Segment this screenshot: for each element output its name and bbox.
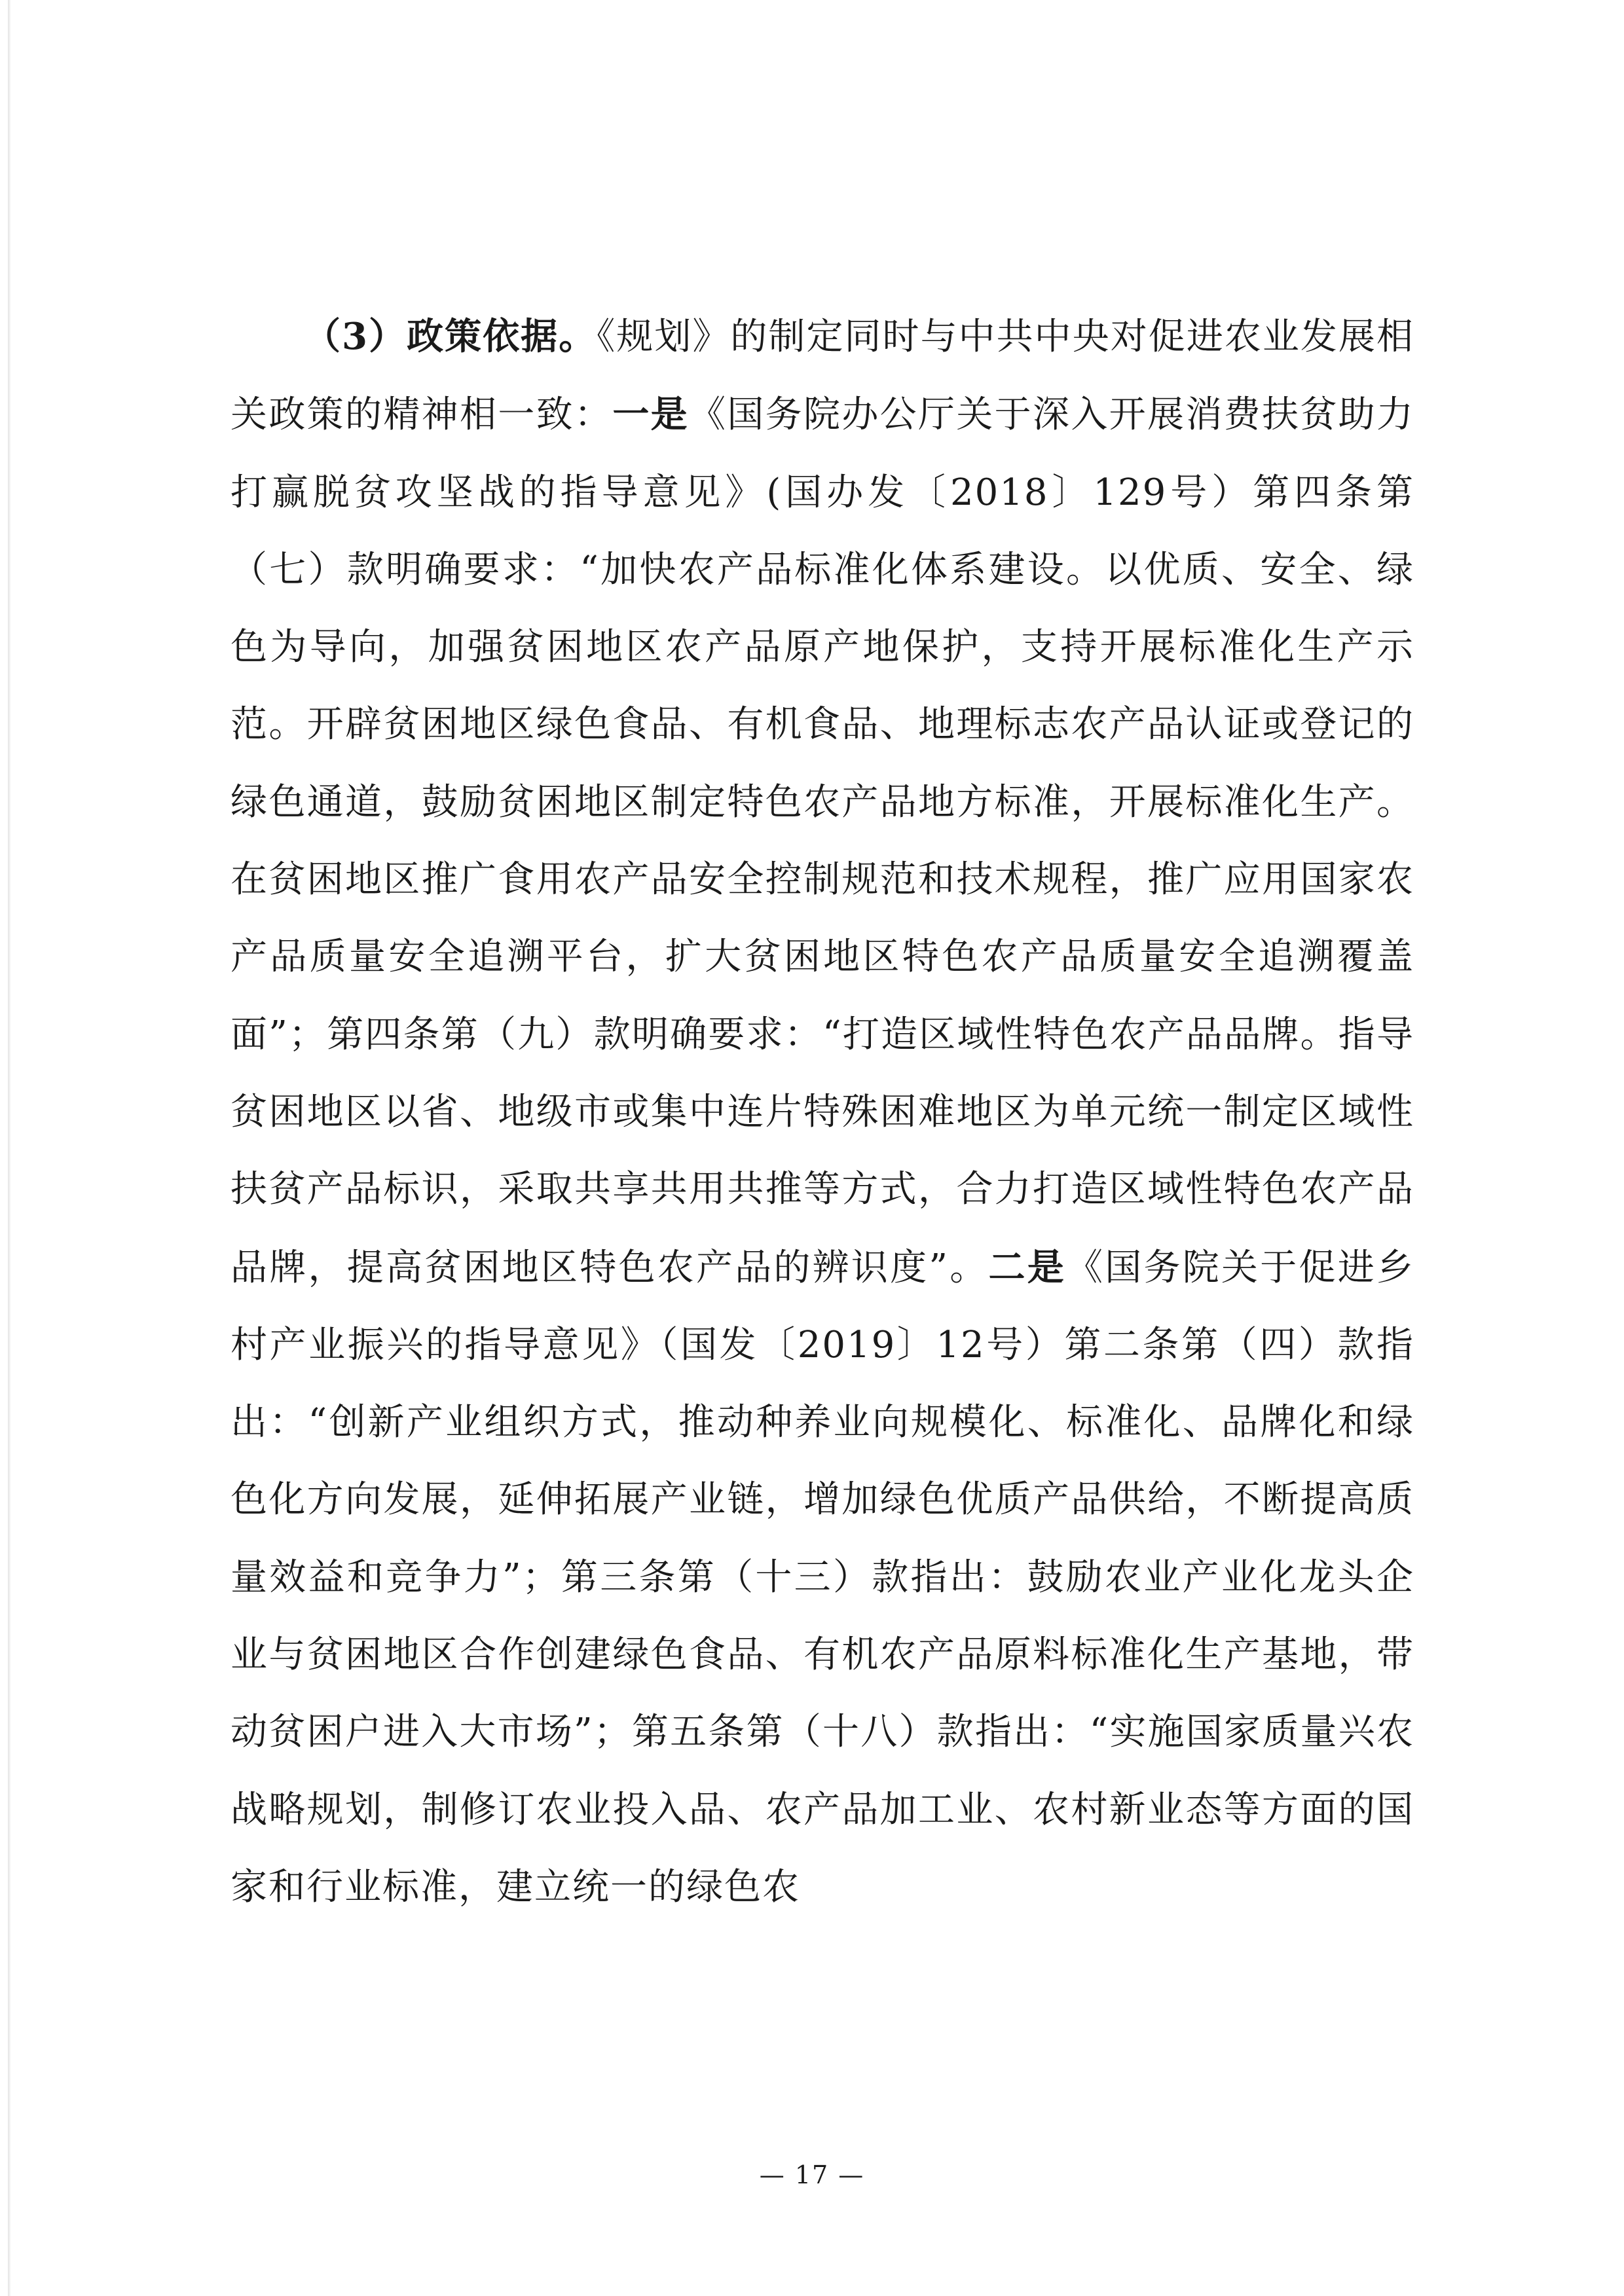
section-heading: （3）政策依据。 [304,315,597,358]
intro-sentence: 《规划》的制定同时与中共中央对促进农业发展相关政策的精神相一致： [231,316,1414,437]
point-one-marker: 一是 [612,393,690,437]
policy-basis-paragraph [231,298,1414,1926]
page-number: — 17 — [759,2160,865,2189]
scan-edge [8,0,10,2296]
point-two-marker: 二是 [988,1245,1067,1289]
point-one-text: 《国务院办公厅关于深入开展消费扶贫助力打赢脱贫攻坚战的指导意见》(国办发〔2018〕129号）第四条第（七）款明确要求：“加快农产品标准化体系建设。以优质、安全、绿色为导向，加强贫困地区农产品原产地保护，支持开展标准化生产示范。开辟贫困地区绿色食品、有机食品、地理标志农产品认证或登记的绿色通道，鼓励贫困地区制定特色农产品地方标准，开展标准化生产。在贫困地区推广食用农产品安全控制规范和技术规程，推广应用国家农产品质量安全追溯平台，扩大贫困地区特色农产品质量安全追溯覆盖面”；第四条第（九）款明确要求：“打造区域性特色农产品品牌。指导贫困地区以省、地级市或集中连片特殊困难地区为单元统一制定区域性扶贫产品标识，采取共享共用共推等方式，合力打造区域性特色农产品品牌，提高贫困地区特色农产品的辨识度”。 [231,393,1415,1289]
point-two-text: 《国务院关于促进乡村产业振兴的指导意见》（国发〔2019〕12号）第二条第（四）款指出：“创新产业组织方式，推动种养业向规模化、标准化、品牌化和绿色化方向发展，延伸拓展产业链，增加绿色优质产品供给，不断提高质量效益和竞争力”；第三条第（十三）款指出：鼓励农业产业化龙头企业与贫困地区合作创建绿色食品、有机农产品原料标准化生产基地，带动贫困户进入大市场”；第五条第（十八）款指出：“实施国家质量兴农战略规划，制修订农业投入品、农产品加工业、农村新业态等方面的国家和行业标准，建立统一的绿色农 [231,1246,1415,1908]
